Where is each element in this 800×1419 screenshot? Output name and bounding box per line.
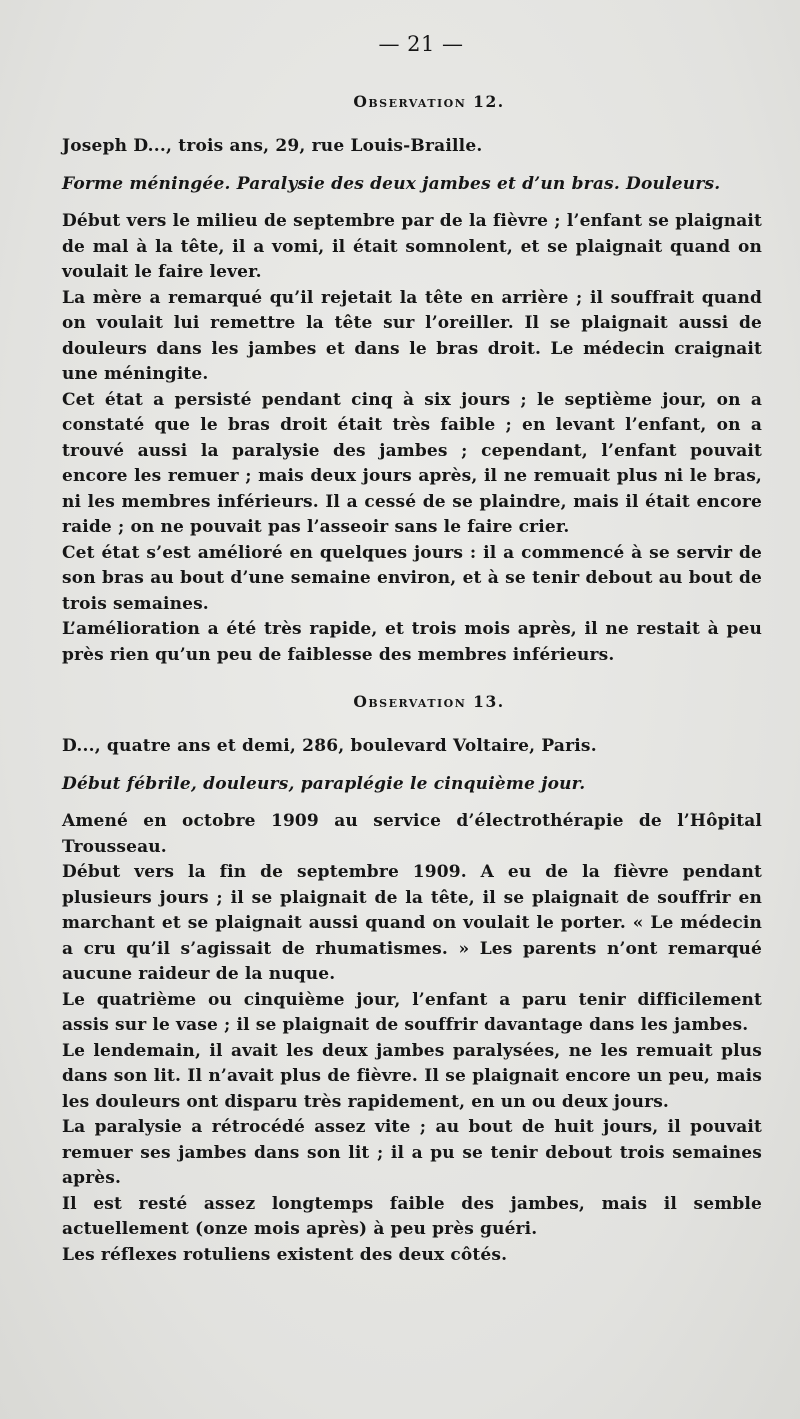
paragraph: Il est resté assez longtemps faible des jambes, mais il semble actuellement (onze mois après) à peu près guéri.	[62, 1193, 762, 1239]
observation-heading: Observation 12.	[353, 92, 505, 111]
observation-13	[62, 692, 762, 1268]
paragraph: L’amélioration a été très rapide, et trois mois après, il ne restait à peu près rien qu’un peu de faiblesse des membres inférieurs.	[62, 619, 762, 665]
paragraph: Les réflexes rotuliens existent des deux côtés.	[62, 1244, 508, 1265]
paragraph: Début vers la fin de septembre 1909. A eu de la fièvre pendant plusieurs jours ; il se plaignait de la tête, il se plaignait de souffrir en marchant et se plaignait aussi quand on voulait le porter. « Le médecin a cru qu’il s’agissait de rhumatismes. » Les parents n’ont remarqué aucune raideur de la nuque.	[62, 862, 762, 984]
text-column	[62, 32, 762, 1268]
case-summary: Forme méningée. Paralysie des deux jambes et d’un bras. Douleurs.	[62, 174, 721, 194]
observation-12	[62, 92, 762, 668]
paragraph: Amené en octobre 1909 au service d’électrothérapie de l’Hôpital Trousseau.	[62, 811, 762, 857]
paragraph: Début vers le milieu de septembre par de la fièvre ; l’enfant se plaignait de mal à la tête, il a vomi, il était somnolent, et se plaignait quand on voulait le faire lever.	[62, 211, 762, 282]
observation-body	[62, 209, 762, 668]
paragraph: Le quatrième ou cinquième jour, l’enfant a paru tenir difficilement assis sur le vase ; il se plaignait de souffrir davantage dans les jambes.	[62, 989, 762, 1035]
page-number: — 21 —	[378, 32, 464, 56]
patient-line: D..., quatre ans et demi, 286, boulevard Voltaire, Paris.	[62, 736, 597, 756]
paragraph: Cet état a persisté pendant cinq à six jours ; le septième jour, on a constaté que le bras droit était très faible ; en levant l’enfant, on a trouvé aussi la paralysie des jambes ; cependant, l’enfant pouvait encore les remuer ; mais deux jours après, il ne remuait plus ni le bras, ni les membres inférieurs. Il a cessé de se plaindre, mais il était encore raide ; on ne pouvait pas l’asseoir sans le faire crier.	[62, 389, 762, 537]
observation-heading: Observation 13.	[353, 692, 505, 711]
observation-body	[62, 809, 762, 1268]
paragraph: Le lendemain, il avait les deux jambes paralysées, ne les remuait plus dans son lit. Il n’avait plus de fièvre. Il se plaignait encore un peu, mais les douleurs ont disparu très rapidement, en un ou deux jours.	[62, 1040, 762, 1112]
case-summary: Début fébrile, douleurs, paraplégie le cinquième jour.	[62, 774, 586, 794]
paragraph: Cet état s’est amélioré en quelques jours : il a commencé à se servir de son bras au bout d’une semaine environ, et à se tenir debout au bout de trois semaines.	[62, 542, 762, 614]
patient-line: Joseph D..., trois ans, 29, rue Louis-Braille.	[62, 136, 483, 156]
paragraph: La mère a remarqué qu’il rejetait la tête en arrière ; il souffrait quand on voulait lui remettre la tête sur l’oreiller. Il se plaignait aussi de douleurs dans les jambes et dans le bras droit. Le médecin craignait une méningite.	[62, 287, 762, 384]
paragraph: La paralysie a rétrocédé assez vite ; au bout de huit jours, il pouvait remuer ses jambes dans son lit ; il a pu se tenir debout trois semaines après.	[62, 1117, 762, 1188]
